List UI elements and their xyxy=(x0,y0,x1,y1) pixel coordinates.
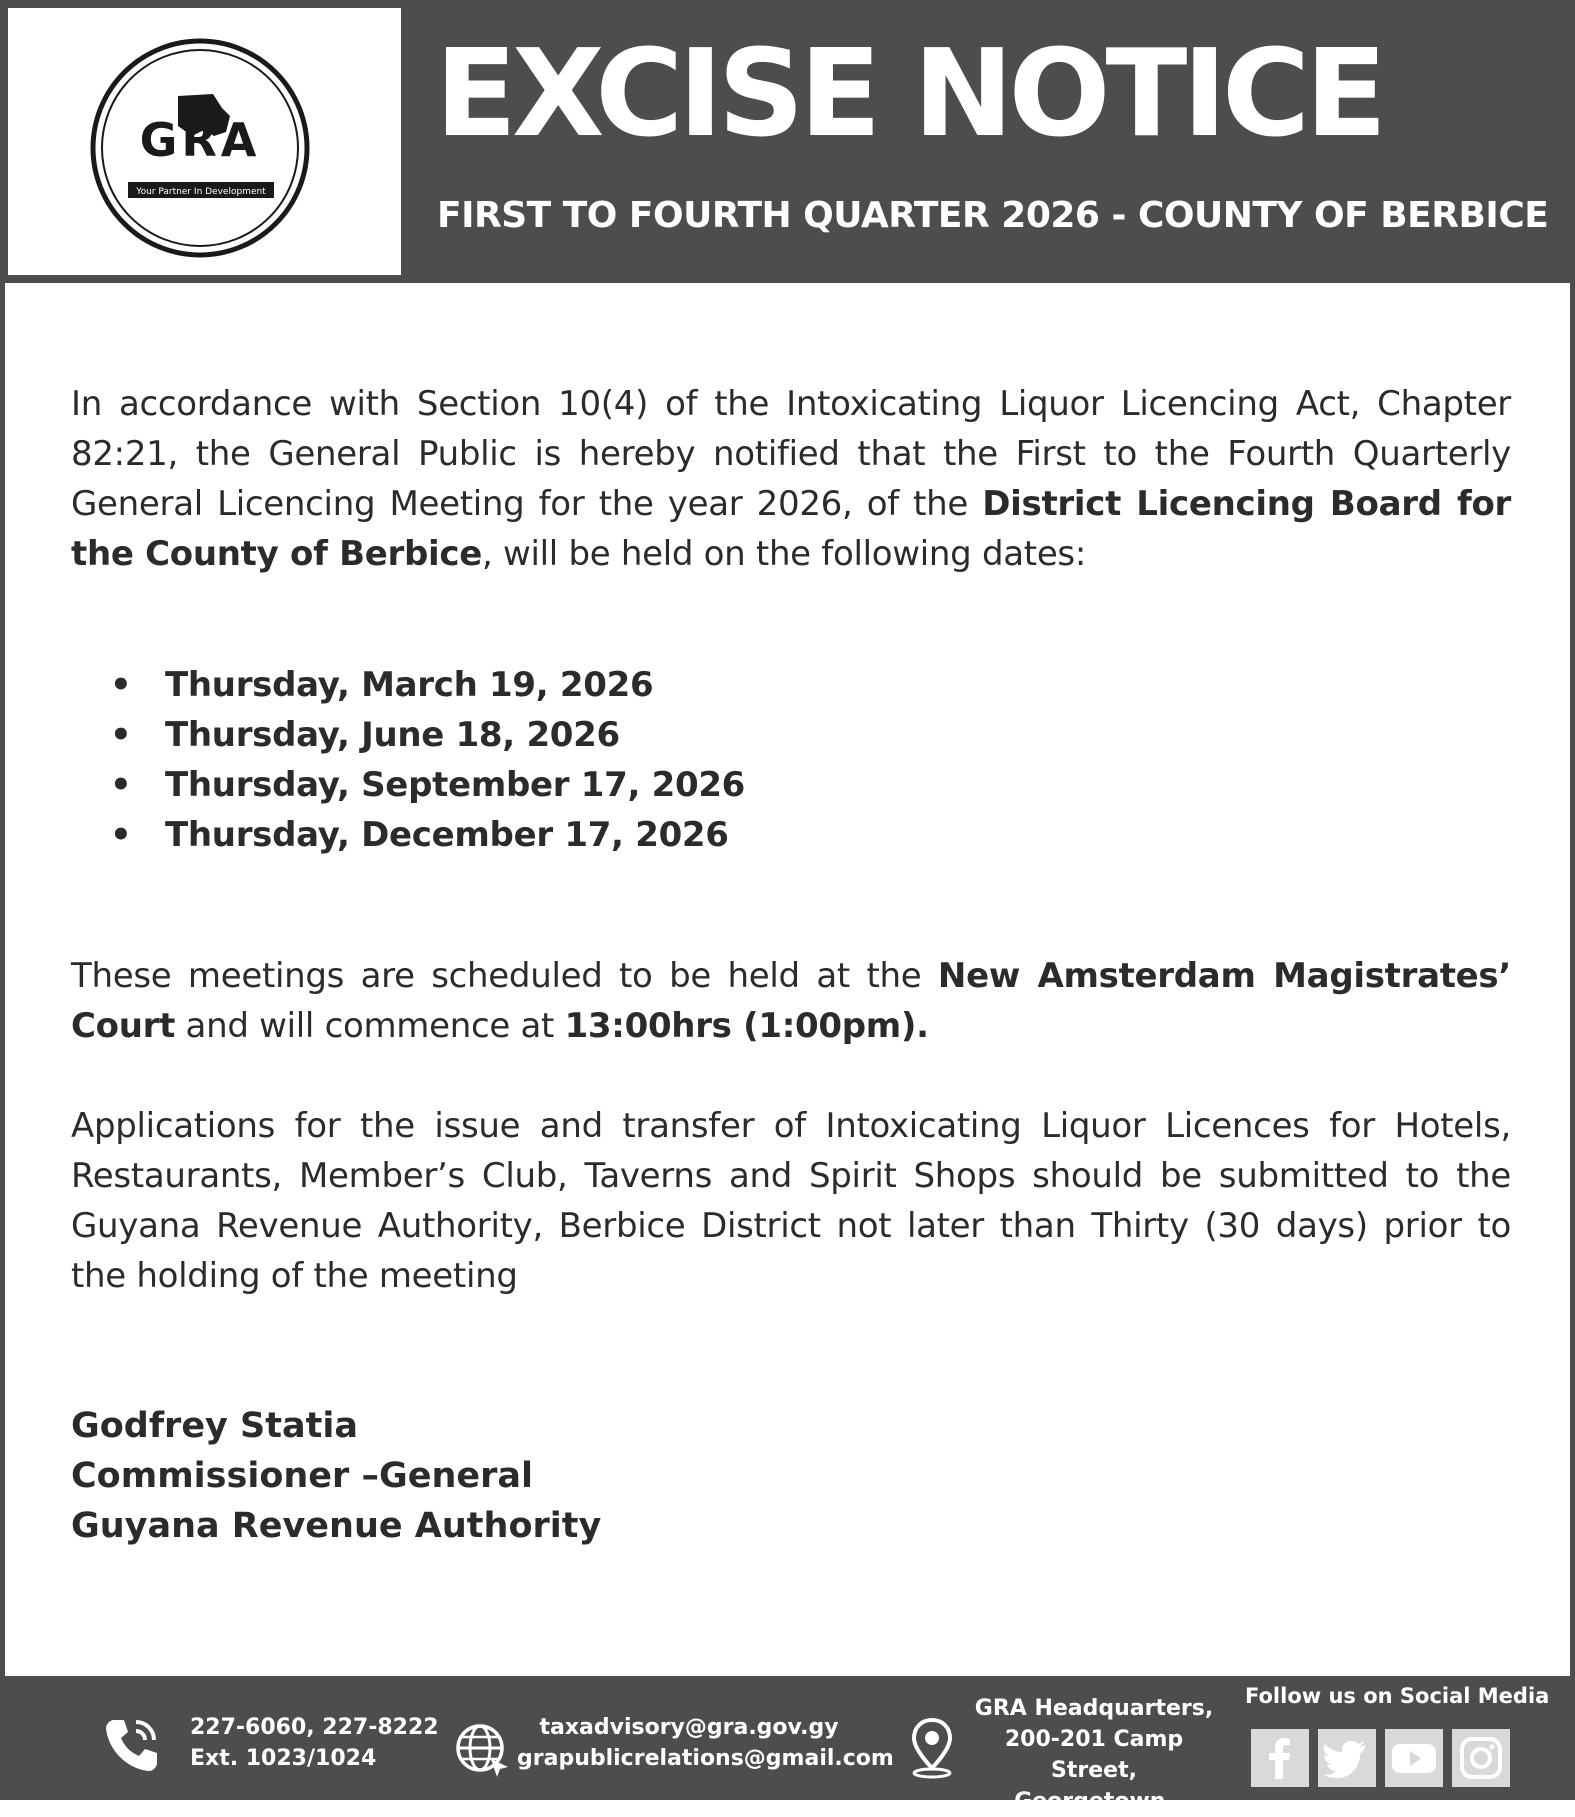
meeting-date: Thursday, March 19, 2026 xyxy=(165,665,654,705)
phone-icon xyxy=(100,1714,162,1776)
intro-text-a: In accordance with Section 10(4) of the Intoxicating Liquor Licencing Act, Chapter 82:21, the General Public is hereby notified that the First to the Fourth Quarterly General Licencing Meeting for the year 2026, of the xyxy=(71,384,1511,524)
signatory-name: Godfrey Statia xyxy=(71,1406,358,1446)
list-item xyxy=(100,760,745,810)
email-addresses xyxy=(517,1712,894,1774)
footer-band xyxy=(5,1676,1570,1814)
venue-text-a: These meetings are scheduled to be held at the xyxy=(71,956,938,996)
meeting-date: Thursday, June 18, 2026 xyxy=(165,715,620,755)
facebook-link[interactable] xyxy=(1251,1729,1309,1787)
hq-address xyxy=(960,1693,1228,1817)
gra-logo xyxy=(8,8,401,275)
notice-paragraph-applications: Applications for the issue and transfer of Intoxicating Liquor Licences for Hotels, Restaurants, Member’s Club, Taverns and Spirit Shops should be submitted to the Guyana Revenue Authority, Berbice District not later than Thirty (30 days) prior to the holding of the meeting xyxy=(71,1106,1511,1296)
intro-text-b: , will be held on the following dates: xyxy=(481,534,1087,574)
address-line: Georgetown. xyxy=(1014,1789,1174,1814)
bullet-icon: • xyxy=(110,665,132,705)
signature-block xyxy=(71,1401,601,1551)
list-item xyxy=(100,660,745,710)
email-advisory[interactable]: taxadvisory@gra.gov.gy xyxy=(539,1715,839,1740)
bullet-icon: • xyxy=(110,815,132,855)
page-title: EXCISE NOTICE xyxy=(435,25,1383,164)
phone-line: 227-6060, 227-8222 xyxy=(190,1715,439,1740)
list-item xyxy=(100,710,745,760)
bullet-icon: • xyxy=(110,765,132,805)
twitter-link[interactable] xyxy=(1318,1729,1376,1787)
bullet-icon: • xyxy=(110,715,132,755)
youtube-link[interactable] xyxy=(1385,1729,1443,1787)
page-subtitle: FIRST TO FOURTH QUARTER 2026 - COUNTY OF BERBICE xyxy=(437,195,1549,236)
meeting-dates-list xyxy=(100,660,745,860)
notice-paragraph-venue xyxy=(71,951,1511,1051)
signatory-title: Commissioner –General xyxy=(71,1456,533,1496)
header-band xyxy=(5,5,1570,283)
meeting-date: Thursday, September 17, 2026 xyxy=(165,765,746,805)
globe-icon xyxy=(453,1721,511,1779)
address-line: 200-201 Camp Street, xyxy=(1004,1727,1184,1783)
address-line: GRA Headquarters, xyxy=(974,1696,1214,1721)
location-pin-icon xyxy=(907,1716,957,1780)
facebook-icon xyxy=(1251,1729,1309,1787)
instagram-icon xyxy=(1452,1729,1510,1787)
venue-text-b: and will commence at xyxy=(175,1006,565,1046)
logo-panel xyxy=(8,8,401,275)
intro-text-bold: District Licencing Board for the County of Berbice xyxy=(71,484,1511,574)
notice-paragraph-intro xyxy=(71,379,1511,579)
venue-time: 13:00hrs (1:00pm). xyxy=(564,1006,929,1046)
twitter-icon xyxy=(1318,1729,1376,1787)
logo-tagline: Your Partner In Development xyxy=(136,187,266,197)
phone-extension: Ext. 1023/1024 xyxy=(190,1746,377,1771)
instagram-link[interactable] xyxy=(1452,1729,1510,1787)
list-item xyxy=(100,810,745,860)
logo-letters: GRA xyxy=(139,113,261,167)
email-public-relations[interactable]: grapublicrelations@gmail.com xyxy=(517,1746,894,1771)
venue-name: New Amsterdam Magistrates’ Court xyxy=(71,956,1511,1046)
phone-numbers xyxy=(190,1712,439,1774)
signatory-org: Guyana Revenue Authority xyxy=(71,1506,602,1546)
youtube-icon xyxy=(1385,1729,1443,1787)
social-media-heading: Follow us on Social Media xyxy=(1245,1684,1550,1708)
meeting-date: Thursday, December 17, 2026 xyxy=(165,815,729,855)
